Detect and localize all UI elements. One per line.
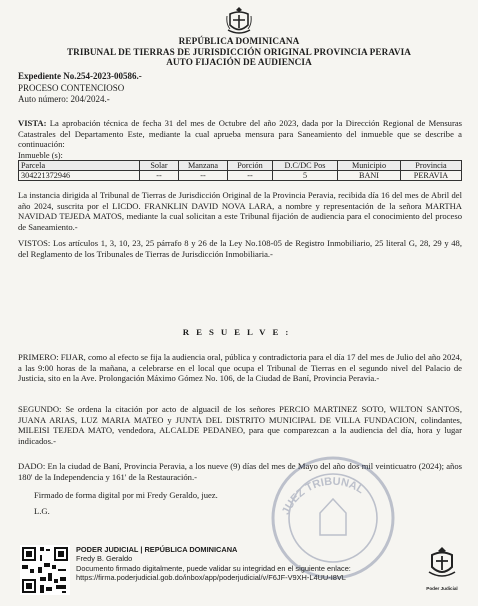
coat-of-arms-icon xyxy=(226,6,252,36)
document-header xyxy=(0,36,478,68)
footer-validation-link[interactable]: https://firma.poderjudicial.gob.do/inbox/app/poderjudicial/v/F6JF-V9XH-L4UU-I8VL xyxy=(76,573,346,583)
col-dc: D.C/DC Pos xyxy=(273,161,338,171)
initials: L.G. xyxy=(34,506,50,516)
process-type: PROCESO CONTENCIOSO xyxy=(18,82,125,93)
vista-text: La aprobación técnica de fecha 31 del mes de Octubre del año 2023, dada por la Dirección Regional de Mensuras Catastrales del Departamento Este, mediante la cual aprueba mensura para Saneamiento del inmueble que se describe a continuación: xyxy=(18,118,462,150)
col-porcion: Porción xyxy=(228,161,273,171)
auto-number: Auto número: 204/2024.- xyxy=(18,94,110,104)
table-row xyxy=(19,171,462,181)
segundo-paragraph: SEGUNDO: Se ordena la citación por acto de alguacil de los señores PERCIO MARTINEZ SOTO, WILTON SANTOS, JUANA ARIAS, LUZ MARIA MATEO y JUNTA DEL DISTRITO MUNICIPAL DE VILLA FUNDACION, colindantes, MILEISI TEJEDA MATO, vendedora, ALCALDE PEDANEO, para que comparezcan a la audiencia del día, hora y lugar indicados.- xyxy=(18,404,462,446)
footer-signer: Fredy B. Geraldo xyxy=(76,554,133,564)
stamp-text: JUEZ TRIBUNAL xyxy=(280,475,366,517)
digital-signature-footer xyxy=(20,545,460,601)
footer-text xyxy=(76,545,406,583)
cell-provincia: PERAVIA xyxy=(401,171,462,181)
col-solar: Solar xyxy=(140,161,179,171)
footer-institution: PODER JUDICIAL | REPÚBLICA DOMINICANA xyxy=(76,545,238,554)
case-number: Expediente No.254-2023-00586.- xyxy=(18,71,142,81)
logo-label: Poder Judicial xyxy=(426,586,458,591)
vista-paragraph xyxy=(18,118,462,150)
col-provincia: Provincia xyxy=(401,161,462,171)
col-parcela: Parcela xyxy=(19,161,140,171)
footer-validation-note: Documento firmado digitalmente, puede validar su integridad en el siguiente enlace: xyxy=(76,563,351,573)
col-manzana: Manzana xyxy=(179,161,228,171)
inmueble-caption: Inmueble (s): xyxy=(18,151,63,160)
inmueble-header-row xyxy=(19,161,462,171)
vistos-paragraph: VISTOS: Los artículos 1, 3, 10, 23, 25 párrafo 8 y 26 de la Ley No.108-05 de Registro Inmobiliario, 25 literal G, 28, 29 y 48, del Reglamento de los Tribunales de Tierras de Jurisdicción Inmobiliaria.- xyxy=(18,238,462,259)
inmueble-table xyxy=(18,160,462,181)
cell-dc: 5 xyxy=(273,171,338,181)
header-country: REPÚBLICA DOMINICANA xyxy=(178,36,300,46)
cell-porcion: -- xyxy=(228,171,273,181)
cell-solar: -- xyxy=(140,171,179,181)
primero-paragraph: PRIMERO: FIJAR, como al efecto se fija la audiencia oral, pública y contradictoria para el día 17 del mes de Julio del año 2024, a las 9:00 horas de la mañana, a celebrarse en el local que ocupa el Tribunal de Tierras en el segundo nivel del Palacio de Justicia, sito en la Ave. Prolongación Máximo Gómez No. 106, de la Ciudad de Baní, Provincia Peravia.- xyxy=(18,352,462,384)
col-municipio: Municipio xyxy=(338,161,401,171)
resuelve-heading: RESUELVE: xyxy=(182,327,296,337)
qr-code-icon[interactable] xyxy=(20,545,70,595)
case-meta xyxy=(18,71,142,106)
instancia-paragraph: La instancia dirigida al Tribunal de Tierras de Jurisdicción Original de la Provincia Peravia, recibida día 16 del mes de Abril del año 2024, suscrita por el LICDO. FRANKLIN DAVID NOVA LARA, a nombre y representación de la señora MARTHA NAVIDAD TEJEDA MATOS, mediante la cual solicitan a este Tribunal fijación de audiencia para el conocimiento del proceso de Saneamiento.- xyxy=(18,190,462,232)
header-doc-type: AUTO FIJACIÓN DE AUDIENCIA xyxy=(166,57,312,67)
dado-paragraph: DADO: En la ciudad de Baní, Provincia Peravia, a los nueve (9) días del mes de Mayo del año dos mil veinticuatro (2024); años 180' de la Independencia y 161' de la Restauración.- xyxy=(18,461,462,482)
vista-label: VISTA: xyxy=(18,118,47,128)
signature-line: Firmado de forma digital por mi Fredy Geraldo, juez. xyxy=(34,490,218,500)
poder-judicial-logo xyxy=(424,545,460,593)
poder-judicial-seal-icon xyxy=(427,545,457,581)
cell-municipio: BANI xyxy=(338,171,401,181)
header-court: TRIBUNAL DE TIERRAS DE JURISDICCIÓN ORIGINAL PROVINCIA PERAVIA xyxy=(66,46,412,57)
cell-parcela: 304221372946 xyxy=(19,171,140,181)
cell-manzana: -- xyxy=(179,171,228,181)
